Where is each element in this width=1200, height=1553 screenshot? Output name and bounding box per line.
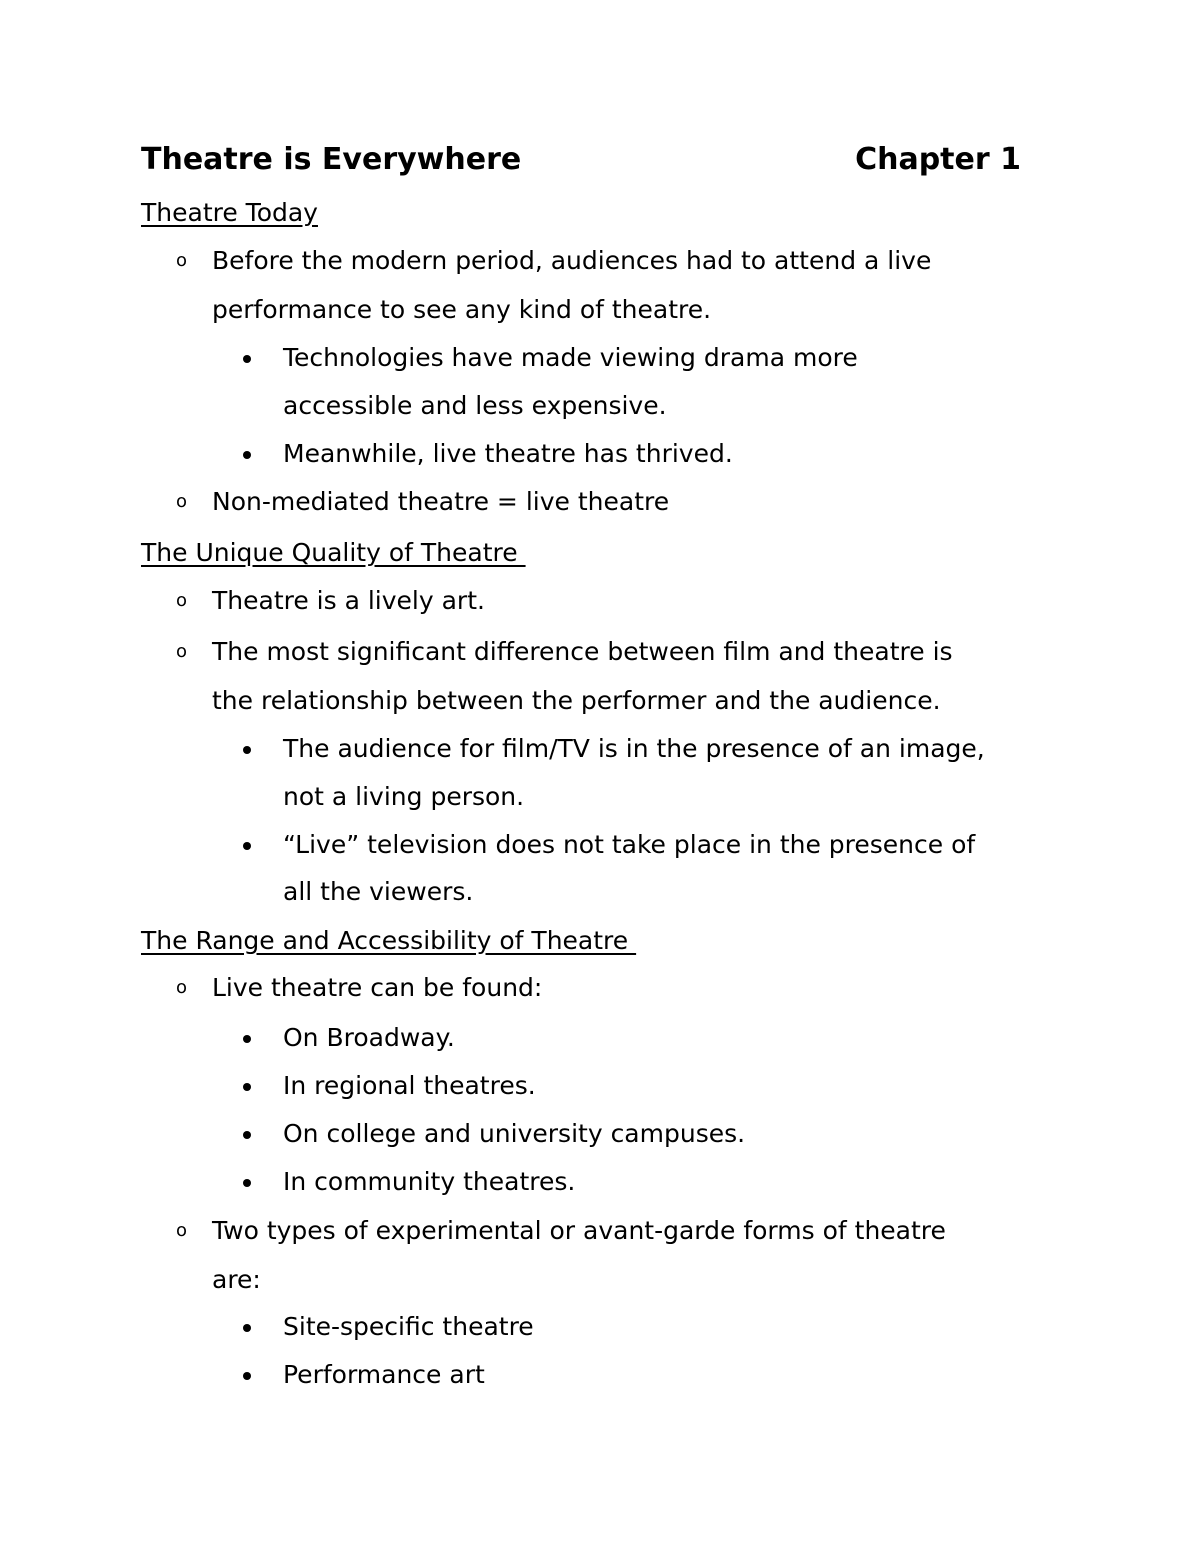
document-title: Theatre is Everywhere — [141, 142, 522, 177]
bullet-dot-icon — [243, 1035, 251, 1043]
bullet-dot-icon — [243, 451, 251, 459]
chapter-label: Chapter 1 — [855, 142, 1021, 177]
list-item-continuation: are: — [212, 1265, 261, 1294]
sub-list-item: “Live” television does not take place in the presence of — [283, 830, 976, 859]
list-item-continuation: the relationship between the performer and the audience. — [212, 686, 941, 715]
circle-bullet-icon: o — [176, 641, 188, 662]
sub-list-item: On college and university campuses. — [283, 1119, 746, 1148]
sub-list-item: Technologies have made viewing drama more — [283, 343, 858, 372]
bullet-dot-icon — [243, 1083, 251, 1091]
list-item: Two types of experimental or avant-garde forms of theatre — [212, 1216, 946, 1245]
circle-bullet-icon: o — [176, 1220, 188, 1241]
list-item: The most significant difference between film and theatre is — [212, 637, 953, 666]
sub-list-item: In regional theatres. — [283, 1071, 536, 1100]
circle-bullet-icon: o — [176, 977, 188, 998]
bullet-dot-icon — [243, 746, 251, 754]
sub-list-item: On Broadway. — [283, 1023, 455, 1052]
bullet-dot-icon — [243, 842, 251, 850]
list-item: Live theatre can be found: — [212, 973, 543, 1002]
section-heading-theatre-today: Theatre Today — [141, 198, 318, 227]
bullet-dot-icon — [243, 1372, 251, 1380]
sub-list-item: Performance art — [283, 1360, 485, 1389]
sub-list-item-continuation: accessible and less expensive. — [283, 391, 667, 420]
bullet-dot-icon — [243, 1131, 251, 1139]
title-row — [141, 140, 1021, 180]
bullet-dot-icon — [243, 1179, 251, 1187]
bullet-dot-icon — [243, 355, 251, 363]
bullet-dot-icon — [243, 1324, 251, 1332]
sub-list-item: In community theatres. — [283, 1167, 576, 1196]
section-heading-unique-quality: The Unique Quality of Theatre — [141, 538, 526, 567]
sub-list-item: Site-specific theatre — [283, 1312, 534, 1341]
section-heading-range-accessibility: The Range and Accessibility of Theatre — [141, 926, 637, 955]
circle-bullet-icon: o — [176, 491, 188, 512]
sub-list-item-continuation: not a living person. — [283, 782, 525, 811]
list-item-continuation: performance to see any kind of theatre. — [212, 295, 712, 324]
circle-bullet-icon: o — [176, 590, 188, 611]
circle-bullet-icon: o — [176, 250, 188, 271]
sub-list-item: Meanwhile, live theatre has thrived. — [283, 439, 733, 468]
list-item: Non-mediated theatre = live theatre — [212, 487, 670, 516]
sub-list-item: The audience for film/TV is in the presence of an image, — [283, 734, 985, 763]
sub-list-item-continuation: all the viewers. — [283, 877, 474, 906]
list-item: Theatre is a lively art. — [212, 586, 485, 615]
list-item: Before the modern period, audiences had to attend a live — [212, 246, 932, 275]
